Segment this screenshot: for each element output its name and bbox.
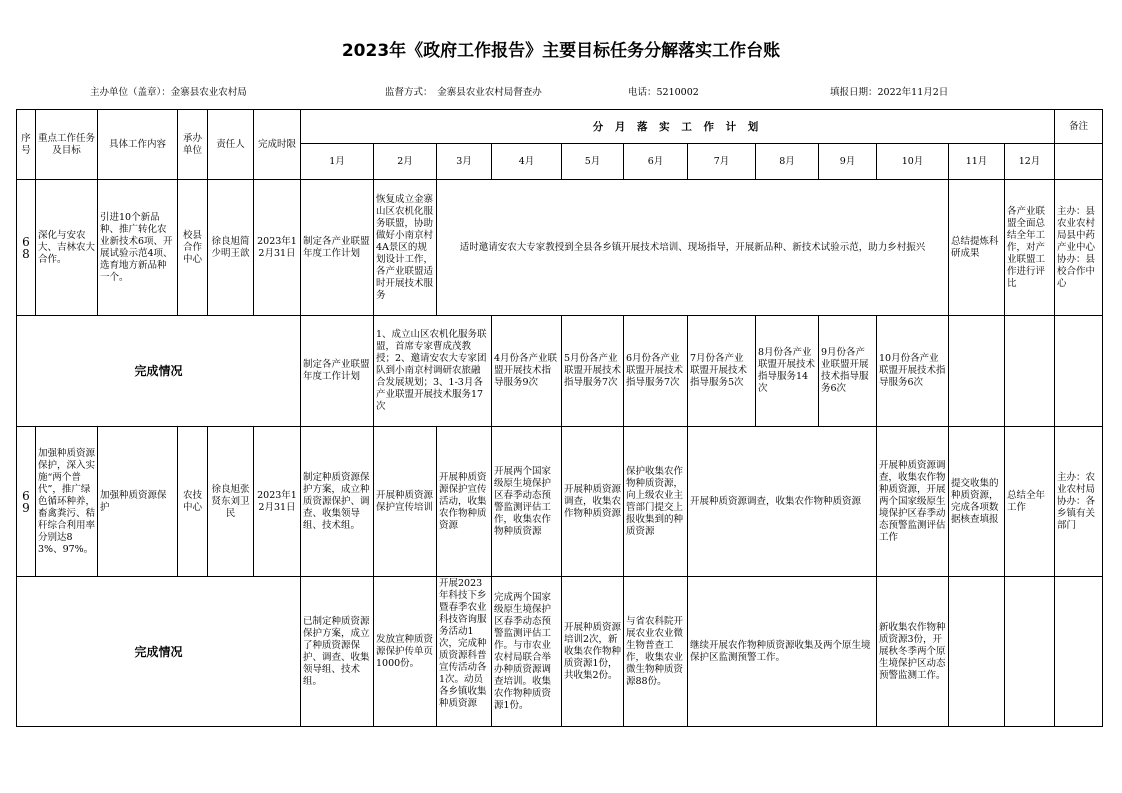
row-remark: 主办：县农业农村局县中药产业中心协办：县校合作中心	[1055, 180, 1103, 316]
table-row	[17, 180, 1103, 316]
phone-number: 电话：5210002	[628, 87, 699, 98]
header-month: 3月	[437, 144, 492, 180]
header-month: 11月	[949, 144, 1005, 180]
row-m5: 开展种质资源调查，收集农作物种质资源	[562, 427, 624, 577]
row-m7-9: 开展种质资源调查，收集农作物种质资源	[688, 427, 877, 577]
status-m4: 4月份各产业联盟开展技术指导服务9次	[492, 316, 562, 427]
row-unit: 农技中心	[178, 427, 208, 577]
status-m4: 完成两个国家级原生境保护区春季动态预警监测评估工作。与市农业农村局联合举办种质资源调查培训。收集农作物种质资源1份。	[492, 577, 562, 727]
row-m2: 开展种质资源保护宣传培训	[374, 427, 437, 577]
header-month: 1月	[301, 144, 374, 180]
header-month: 9月	[819, 144, 877, 180]
page-title: 2023年《政府工作报告》主要目标任务分解落实工作台账	[341, 41, 781, 61]
header-month: 7月	[688, 144, 756, 180]
supervise-method: 监督方式： 金寨县农业农村局督查办	[385, 87, 542, 98]
status-row	[17, 577, 1103, 727]
row-m3: 开展种质资源保护宣传活动，收集农作物种质资源	[437, 427, 492, 577]
header-task: 重点工作任务及目标	[36, 110, 98, 180]
row-person: 徐良旭简少明王歆	[208, 180, 254, 316]
status-m1: 制定各产业联盟年度工作计划	[301, 316, 374, 427]
header-month: 8月	[756, 144, 819, 180]
row-m11: 提交收集的种质资源，完成各项数据核查填报	[949, 427, 1005, 577]
report-date: 填报日期：2022年11月2日	[830, 87, 949, 98]
status-row	[17, 316, 1103, 427]
header-month: 10月	[877, 144, 949, 180]
status-m5: 开展种质资源培训2次，新收集农作物种质资源1份，共收集2份。	[562, 577, 624, 727]
row-deadline: 2023年12月31日	[254, 427, 301, 577]
status-m12	[1005, 577, 1055, 727]
header-content: 具体工作内容	[98, 110, 178, 180]
row-content: 加强种质资源保护	[98, 427, 178, 577]
row-m4: 开展两个国家级原生境保护区春季动态预警监测评估工作，收集农作物种质资源	[492, 427, 562, 577]
status-m3-text: 开展2023年科技下乡暨春季农业科技咨询服务活动1次，完成种质资源科普宣传活动各1次。动员各乡镇收集种质资源	[439, 578, 487, 709]
status-m5: 5月份各产业联盟开展技术指导服务7次	[562, 316, 624, 427]
header-month: 5月	[562, 144, 624, 180]
header-month: 12月	[1005, 144, 1055, 180]
status-m11	[949, 316, 1005, 427]
host-unit: 主办单位（盖章）：金寨县农业农村局	[90, 87, 247, 98]
header-row-1	[17, 110, 1103, 144]
header-month: 2月	[374, 144, 437, 180]
row-m3-10: 适时邀请安农大专家教授到全县各乡镇开展技术培训、现场指导，开展新品种、新技术试验示范，助力乡村振兴	[437, 180, 949, 316]
status-m3	[437, 577, 492, 727]
header-monthly-plan: 分 月 落 实 工 作 计 划	[301, 110, 1055, 144]
status-m7-9: 继续开展农作物种质资源收集及两个原生境保护区监测预警工作。	[688, 577, 877, 727]
header-unit: 承办单位	[178, 110, 208, 180]
header-remark: 备注	[1055, 110, 1103, 144]
row-m11: 总结提炼科研成果	[949, 180, 1005, 316]
row-unit: 校县合作中心	[178, 180, 208, 316]
task-ledger-table	[16, 109, 1103, 727]
header-person: 责任人	[208, 110, 254, 180]
status-m10: 10月份各产业联盟开展技术指导服务6次	[877, 316, 949, 427]
row-remark: 主办：农业农村局协办：各乡镇有关部门	[1055, 427, 1103, 577]
row-task: 深化与安农大、吉林农大合作。	[36, 180, 98, 316]
status-m7: 7月份各产业联盟开展技术指导服务5次	[688, 316, 756, 427]
status-m6: 6月份各产业联盟开展技术指导服务7次	[624, 316, 688, 427]
row-m12: 各产业联盟全面总结全年工作，对产业联盟工作进行评比	[1005, 180, 1055, 316]
status-m2-3: 1、成立山区农机化服务联盟，首席专家曹成茂教授；2、邀请安农大专家团队到小南京村调研农旅融合发展规划；3、1-3月各产业联盟开展技术服务17次	[374, 316, 492, 427]
row-m2: 恢复成立金寨山区农机化服务联盟，协助做好小南京村4A景区的规划设计工作，各产业联盟适时开展技术服务	[374, 180, 437, 316]
row-m1: 制定种质资源保护方案，成立种质资源保护、调查、收集领导组、技术组。	[301, 427, 374, 577]
row-seq: 69	[17, 427, 36, 577]
row-m12: 总结全年工作	[1005, 427, 1055, 577]
status-m2: 发放宣种质资源保护传单页1000份。	[374, 577, 437, 727]
header-seq: 序号	[17, 110, 36, 180]
header-deadline: 完成时限	[254, 110, 301, 180]
header-month: 4月	[492, 144, 562, 180]
header-remark-blank	[1055, 144, 1103, 180]
status-remark	[1055, 316, 1103, 427]
status-m6: 与省农科院开展农业农业微生物普查工作，收集农业微生物种质资源88份。	[624, 577, 688, 727]
row-m10: 开展种质资源调查，收集农作物种质资源，开展两个国家级原生境保护区春季动态预警监测评估工作	[877, 427, 949, 577]
row-content: 引进10个新品种、推广转化农业新技术6项、开展试验示范4项、选育地方新品种一个。	[98, 180, 178, 316]
row-seq: 68	[17, 180, 36, 316]
status-m11	[949, 577, 1005, 727]
row-m6: 保护收集农作物种质资源，向上级农业主管部门提交上报收集到的种质资源	[624, 427, 688, 577]
status-m10: 新收集农作物种质资源3份，开展秋冬季两个原生境保护区动态预警监测工作。	[877, 577, 949, 727]
status-m12	[1005, 316, 1055, 427]
row-deadline: 2023年12月31日	[254, 180, 301, 316]
header-month: 6月	[624, 144, 688, 180]
row-person: 徐良旭张贤东刘卫民	[208, 427, 254, 577]
status-label: 完成情况	[17, 316, 301, 427]
row-m1: 制定各产业联盟年度工作计划	[301, 180, 374, 316]
status-label: 完成情况	[17, 577, 301, 727]
row-task: 加强种质资源保护，深入实施“两个普代”，推广绿色循环种养，畜禽粪污、秸秆综合利用率分别达83%、97%。	[36, 427, 98, 577]
status-m1: 已制定种质资源保护方案，成立了种质资源保护、调查、收集领导组、技术组。	[301, 577, 374, 727]
status-m8: 8月份各产业联盟开展技术指导服务14次	[756, 316, 819, 427]
table-row	[17, 427, 1103, 577]
status-remark	[1055, 577, 1103, 727]
status-m9: 9月份各产业联盟开展技术指导服务6次	[819, 316, 877, 427]
